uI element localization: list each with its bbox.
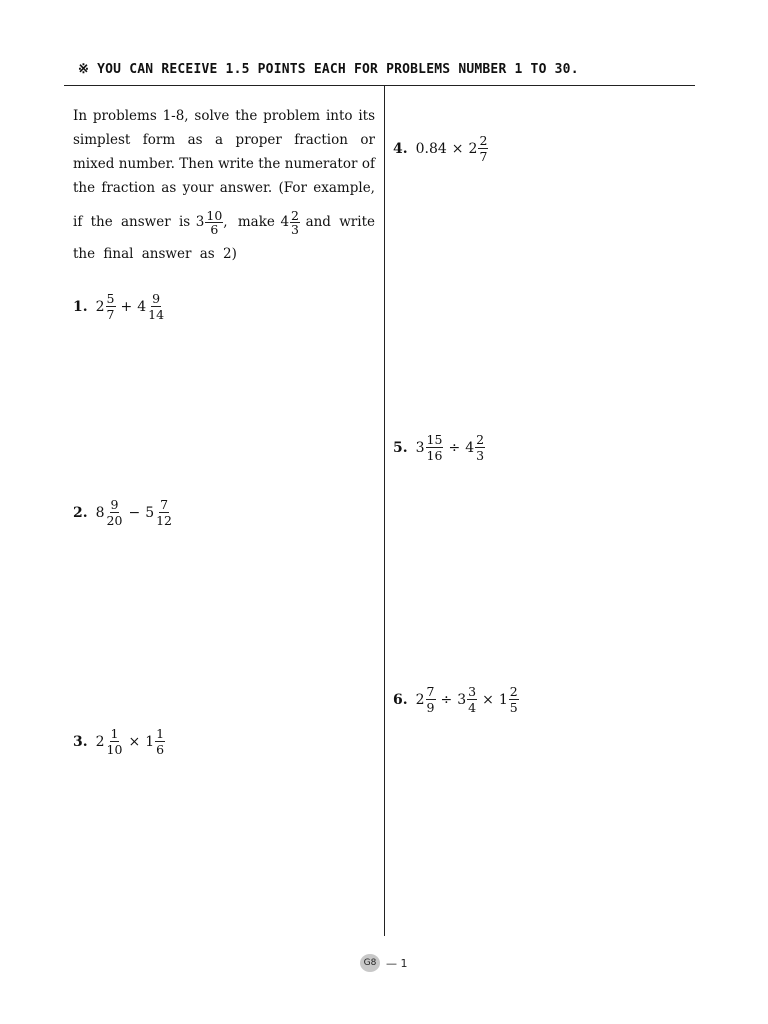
fraction: $\frac{9}{20}$ (106, 497, 123, 528)
fraction: $\frac{2}{7}$ (479, 133, 488, 164)
intro-word: or (360, 132, 375, 148)
intro-line-6: the final answer as 2) (73, 246, 237, 262)
intro-word: of (361, 156, 375, 172)
intro-word: number. (118, 156, 175, 172)
intro-word: answer. (219, 180, 273, 196)
operator: − (128, 504, 141, 521)
intro-word: into (325, 108, 353, 124)
intro-word: proper (235, 132, 282, 148)
fraction: $\frac{5}{7}$ (106, 291, 115, 322)
intro-word: its (358, 108, 375, 124)
fraction: $\frac{2}{5}$ (509, 684, 518, 715)
intro-word: your (182, 180, 214, 196)
header-divider (64, 85, 695, 86)
intro-word: a (215, 132, 224, 148)
fraction: $\frac{3}{4}$ (468, 684, 477, 715)
problem-number: 6. (393, 691, 408, 708)
intro-line-2 (73, 128, 375, 152)
fraction: $\frac{7}{12}$ (156, 497, 173, 528)
fraction: $\frac{15}{16}$ (426, 432, 443, 463)
intro-word: the (73, 180, 96, 196)
intro-word: solve (194, 108, 230, 124)
intro-text: if the answer is (73, 214, 191, 230)
intro-text: and write (305, 214, 375, 230)
fraction: $\frac{1}{10}$ (106, 726, 123, 757)
intro-word: numerator (284, 156, 358, 172)
fraction: $\frac{1}{6}$ (156, 726, 165, 757)
problem-number: 4. (393, 140, 408, 157)
problem-6: 6. 2 $\frac{7}{9}$ ÷ 3 $\frac{3}{4}$ × 1 $\frac{2}{5}$ (393, 684, 518, 715)
problem-3: 3. 2 $\frac{1}{10}$ × 1 $\frac{1}{6}$ (73, 726, 165, 757)
grade-badge: G8 (360, 954, 380, 972)
intro-word: form (142, 132, 176, 148)
problem-number: 3. (73, 733, 88, 750)
operator: ÷ (448, 439, 461, 456)
operator: + (120, 298, 133, 315)
intro-word: fraction (294, 132, 348, 148)
operator: × (482, 691, 494, 708)
intro-word: problem (263, 108, 321, 124)
instructions-header: ※ YOU CAN RECEIVE 1.5 POINTS EACH FOR PROBLEMS NUMBER 1 TO 30. (78, 62, 579, 77)
problem-number: 5. (393, 439, 408, 456)
intro-word: simplest (73, 132, 131, 148)
problem-1: 1. 2 $\frac{5}{7}$ + 4 $\frac{9}{14}$ (73, 291, 165, 322)
intro-word: as (161, 180, 177, 196)
operator: ÷ (440, 691, 453, 708)
intro-word: In (73, 108, 88, 124)
intro-paragraph (73, 104, 375, 266)
intro-word: write (218, 156, 254, 172)
example-fraction-2: 4 $\frac{2}{3}$ (280, 207, 299, 237)
intro-line-5 (73, 204, 375, 240)
intro-word: the (235, 108, 258, 124)
intro-word: 1-8, (162, 108, 189, 124)
intro-line-4 (73, 176, 375, 200)
intro-word: the (258, 156, 281, 172)
intro-word: Then (179, 156, 214, 172)
intro-word: as (187, 132, 203, 148)
intro-word: (For (278, 180, 307, 196)
column-divider (384, 86, 385, 936)
problem-5: 5. 3 $\frac{15}{16}$ ÷ 4 $\frac{2}{3}$ (393, 432, 485, 463)
operator: × (128, 733, 141, 750)
intro-word: fraction (101, 180, 156, 196)
example-fraction-1: 3 $\frac{10}{6}$ , make (195, 207, 275, 237)
problem-number: 1. (73, 298, 88, 315)
intro-line-3 (73, 152, 375, 176)
intro-word: example, (313, 180, 375, 196)
page-footer (360, 954, 408, 972)
intro-word: mixed (73, 156, 115, 172)
page-number: — 1 (386, 956, 408, 970)
problem-number: 2. (73, 504, 88, 521)
problem-4: 4. 0.84 × 2 $\frac{2}{7}$ (393, 133, 488, 164)
fraction: $\frac{7}{9}$ (426, 684, 435, 715)
problem-2: 2. 8 $\frac{9}{20}$ − 5 $\frac{7}{12}$ (73, 497, 173, 528)
decimal-value: 0.84 (415, 140, 447, 157)
intro-line-1 (73, 104, 375, 128)
fraction: $\frac{9}{14}$ (148, 291, 165, 322)
intro-word: problems (92, 108, 157, 124)
operator: × (451, 140, 464, 157)
fraction: $\frac{2}{3}$ (476, 432, 485, 463)
